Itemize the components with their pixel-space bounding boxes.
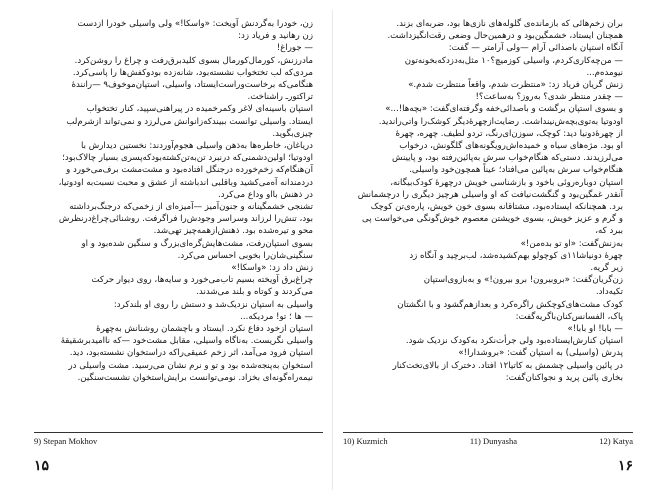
text-line: — من‌چه‌کاری‌کردم، واسیلی کوزمیچ؟١٠ مثل‌به‌دزدکه‌بخونه‌تون — [404, 55, 623, 66]
text-line: می‌لرزیدند. دستی‌که هنگام‌خواب سرش به‌پائین‌رفته بود، و پایینش — [391, 153, 623, 164]
right-page-number: ۱۶ — [617, 459, 633, 474]
footnote-12: 12) Katya — [599, 436, 633, 446]
text-line: زنش گریان فریاد زد: «منتظرت شدم، واقعاً منتظرت شدم.» — [408, 80, 623, 91]
text-line: زن، خودرا بەگردنش آویخت: «واسکا!» ولی واسیلی خودرا ازدست — [77, 19, 313, 29]
footnote-10: 10) Kuzmich — [343, 436, 388, 446]
left-footnotes — [34, 432, 323, 452]
text-line: — بابا! او بابا!» — [567, 324, 623, 335]
text-line: می‌کردند و کوتاه و بلند می‌شدند. — [196, 287, 313, 298]
text-line: مردی‌که لب تختخواب نشسته‌بود، شانه‌زده بودو‌کفش‌ها را پاسی‌کرد. — [72, 67, 313, 78]
text-line: او بود. مژه‌های سیاه و خمیده‌اش‌رویگونه‌های گلگونش، درخواب — [399, 141, 623, 152]
right-page-body — [343, 18, 633, 423]
left-page-number: ۱۵ — [34, 459, 50, 474]
text-line: اودوتیا به‌توی‌بچه‌ش‌نینداشت. رضایت‌ازچهرهٔ‌دیگر کوشک‌را واتی‌راندید. — [378, 116, 623, 127]
text-line: — جوراغ! — [276, 43, 313, 54]
text-line: اودوتیا؛ اولین‌دشمنی‌که درنبرد تن‌به‌تن‌کشته‌بود‌که‌پسری بسیار چالاک‌بود؛ — [62, 153, 313, 164]
text-line: بران زخم‌هائی که بازمانده‌ی گلوله‌های نازی‌ها بود، ضربه‌ای بزند. — [396, 19, 623, 29]
text-line: آن‌هنگام‌که زخم‌خورده درجنگل افتاده‌بود و مشت‌مشت برف‌می‌خورد و — [66, 165, 313, 176]
right-page — [333, 0, 667, 499]
text-line: نیمه‌راه‌گونه‌ای بخزاد. نومی‌توانست برایش‌استخوان نشست‌سنگین. — [77, 372, 313, 383]
right-footnotes — [343, 432, 633, 452]
text-line: — ها ؛ تو! مردیکه... — [240, 311, 313, 322]
text-line: نیومده‌م... — [586, 67, 623, 78]
text-line: استپان کنارش‌ایستاده‌بود ولی جرأت‌نکرد به‌کودک نزدیک شود. — [405, 336, 623, 347]
text-line: تراکتورـ راشناخت. — [247, 92, 313, 103]
footnote-11: 11) Dunyasha — [469, 436, 517, 446]
text-line: همچنان ایستاد، خشمگین‌بود و درهمین‌حال وضعی رقت‌انگیزداشت. — [387, 31, 623, 42]
text-line: چهرهٔ دونیاشا١١ی کوچولو بهم‌کشیده‌شد، لب‌برچید و آنگاه زد — [409, 250, 623, 261]
text-line: بخاری پائین پرید و نجواکنان‌گفت: — [505, 372, 623, 383]
text-line: آنقدر غمگین‌بود و گنگشت‌نیافت که او واسیلی هرچیز دیگری را درچشمانش — [357, 189, 623, 200]
text-line: هنگام‌خواب سرش به‌پائین می‌افتاد؛ عیناً همچون‌خود واسیلی. — [409, 165, 623, 176]
text-line: تشنجی خشمگینانه و جنون‌آمیز —آمیزه‌ای از زخمی‌که درجنگ‌برداشته — [69, 202, 313, 213]
text-line: از چهرهٔ‌دونیا دید: کوچک، سوزن‌ای‌رنگ، تردو لطیف. چهره، چهرهٔ — [395, 128, 623, 139]
text-line: زنش داد زد: «واسکا!» — [231, 263, 313, 274]
left-page — [0, 0, 333, 499]
text-line: در ذهنش بااو وداع می‌کرد. — [217, 189, 313, 200]
text-line: دردمندانه آه‌می‌کشید و‌باقلبی اندباشته از عشق و محبت نسبت‌به اودوتیا، — [58, 177, 313, 188]
text-line: سنگینی‌شان‌را بخوبی احساس می‌کرد. — [177, 250, 313, 261]
text-line: محو و تیره‌شده بود. ذهنش‌از‌همه‌چیز تهی‌شد. — [153, 226, 313, 237]
text-line: و بسوی استپان برگشت و باصدائی‌خفه وگرفته‌ای‌گفت: «بچه‌ها!...» — [385, 104, 623, 115]
text-line: واسیلی به استپان نزدیک‌شد و دستش را روی او بلند‌کرد: — [113, 299, 313, 310]
text-line: آنگاه استپان باصدائی آرام —ولی آرامتر — گفت: — [448, 43, 623, 54]
text-line: کودک مشت‌های‌کوچکش را‌گره‌کرد و بعدازهم‌گشود و با انگشتان — [397, 299, 623, 310]
text-line: بود، تنش‌را لرزاند و‌سراسر وجودش‌را فراگرفت. روشنائی‌چراغ‌درنظرش — [58, 214, 313, 225]
text-line: واسیلی نگریست. بەناگاه واسیلی، مقابل مشت‌خود —که ناامید‌بر‌شقیقهٔ — [60, 336, 313, 347]
text-line: بەزنش‌گفت: «او تو بده‌من!» — [520, 238, 623, 249]
text-line: و گرم و عزیز خویش، بسوی خویشتن معصوم خوش‌گونگی می‌خواست پی — [362, 214, 623, 225]
text-line: هنگامی‌که برخاست‌وراست‌ایستاد، واسیلی، استپان‌موخوف٩ —رانندهٔ — [71, 80, 313, 91]
text-line: چراغ‌برق آویخته بسیم تاب‌می‌خورد و سایه‌ها، روی دیوار حرکت — [91, 275, 313, 286]
text-line: بسوی استپان‌رفت، مشت‌هایش‌گره‌ای‌بزرگ و سنگین شده‌بود و او — [81, 238, 313, 249]
text-line: چیزی‌بگوید. — [272, 128, 313, 139]
left-page-body — [34, 18, 323, 423]
text-line: — چقدر منتظر شدی؟ به‌روز؟ به‌ساعت؟! — [475, 92, 623, 103]
text-line: زن رهانید و فریاد زد: — [238, 31, 313, 42]
text-line: استپان باسینه‌ای لاغر وکمر‌خمیده در پیراهنی‌سپید، کنار تختخواب — [86, 104, 313, 115]
text-line: پدرش (واسیلی) به استپان گفت: «برو‌شدارا!» — [458, 348, 623, 359]
text-line: پاک، الفسانس‌کنان‌باگریه‌گفت: — [515, 311, 623, 322]
text-line: استپان فرود می‌آمد، اثر زخم عمیقی‌راکه در‌استخوان نشسته‌بود، دید. — [69, 348, 313, 359]
text-line: ببرد که، — [595, 226, 623, 237]
text-line: زیر گریه. — [590, 263, 623, 274]
text-line: استپان ازخود دفاع نکرد. ایستاد و باچشمان روشنانش به‌چهرهٔ — [96, 324, 313, 335]
text-line: دریاغان، خاطره‌ها به‌ذهن واسیلی هجوم‌آوردند: نخستین دیدارش با — [81, 141, 313, 152]
text-line: مادرزنش، کورمال‌کورمال بسوی کلیدبرق‌رفت و چراغ را روشن‌کرد. — [74, 55, 313, 66]
text-line: برد. همچنانکه ایستاده‌بود، مشتاقانه بسوی خون خویش، پاره‌ی‌تن کوچک — [370, 202, 623, 213]
text-line: در پائین واسیلی چشمش به کاتیا١٢ افتاد. دخترک از بالای‌تخت‌کنار — [392, 360, 623, 371]
text-line: استخوان به‌پنجه‌شده بود و تو و نرم نشان می‌رسید. مشت واسیلی در — [68, 360, 313, 371]
text-line: تکیه‌داد. — [595, 287, 623, 298]
text-line: ایستاد. واسیلی توانست ببیند‌که‌زانوانش می‌لرزد و نمی‌تواند ازشرم‌لب — [66, 116, 313, 127]
text-line: استپان دوباره‌روئی باخود و بازشناسی خویش درچهرهٔ کودک‌بیگانه، — [390, 177, 623, 188]
footnote-9: 9) Stepan Mokhov — [34, 436, 98, 446]
text-line: زن‌گریان‌گفت: «بروبیرون! برو بیرون!» و به‌بازوی‌استپان — [423, 275, 623, 286]
